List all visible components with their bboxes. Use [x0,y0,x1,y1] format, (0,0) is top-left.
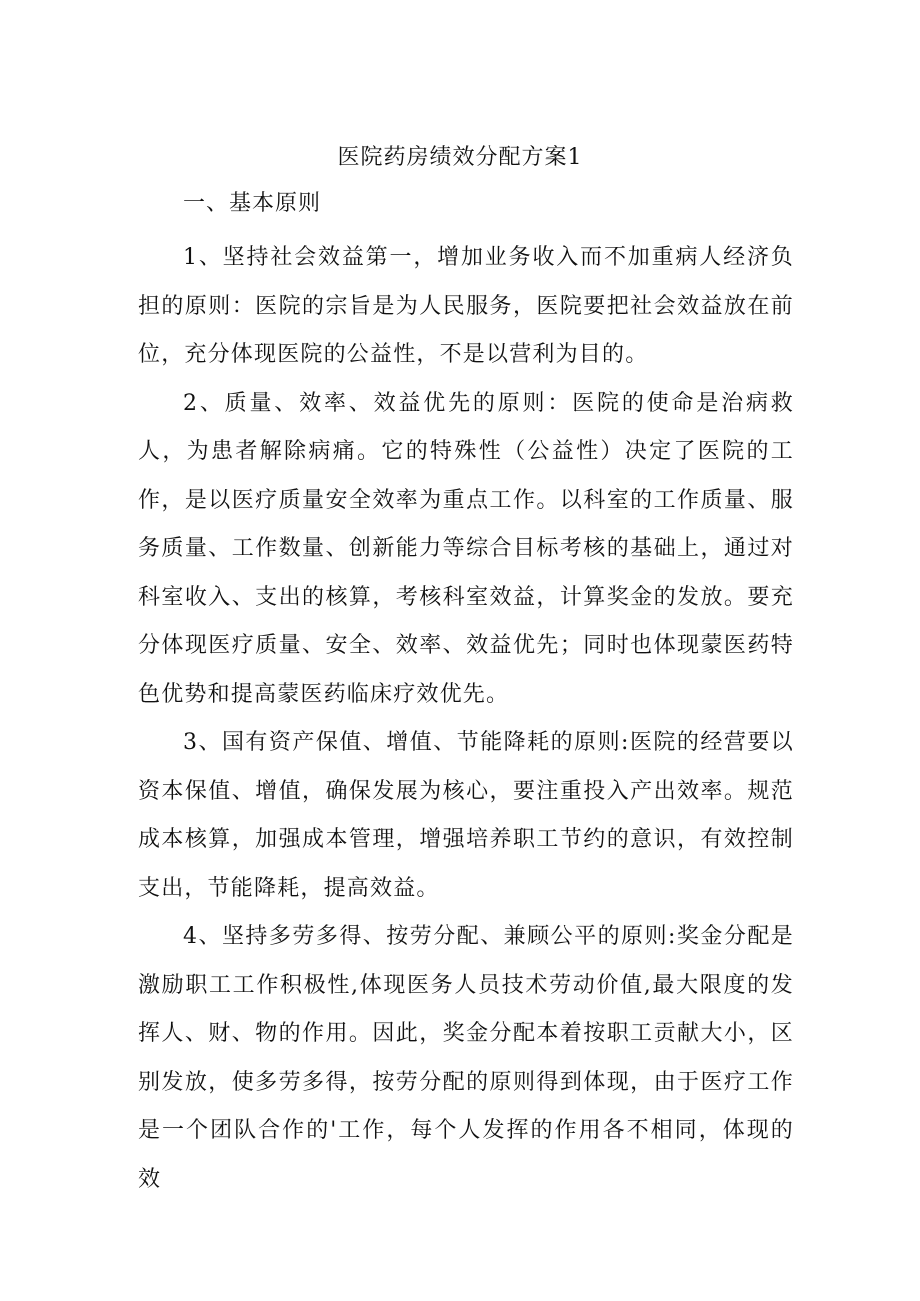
paragraph-3: 3、国有资产保值、增值、节能降耗的原则:医院的经营要以资本保值、增值，确保发展为核心，要注重投入产出效率。规范成本核算，加强成本管理，增强培养职工节约的意识，有效控制支出，节能降耗，提高效益。 [138,730,794,901]
paragraph-1: 1、坚持社会效益第一，增加业务收入而不加重病人经济负担的原则：医院的宗旨是为人民服务，医院要把社会效益放在前位，充分体现医院的公益性，不是以营利为目的。 [138,245,794,367]
paragraph-2: 2、质量、效率、效益优先的原则：医院的使命是治病救人，为患者解除病痛。它的特殊性（公益性）决定了医院的工作，是以医疗质量安全效率为重点工作。以科室的工作质量、服务质量、工作数量、创新能力等综合目标考核的基础上，通过对科室收入、支出的核算，考核科室效益，计算奖金的发放。要充分体现医疗质量、安全、效率、效益优先；同时也体现蒙医药特色优势和提高蒙医药临床疗效优先。 [138,390,794,707]
section-heading: 一、基本原则 [183,191,322,216]
paragraph-4: 4、坚持多劳多得、按劳分配、兼顾公平的原则:奖金分配是激励职工工作积极性,体现医务人员技术劳动价值,最大限度的发挥人、财、物的作用。因此，奖金分配本着按职工贡献大小，区别发放，使多劳多得，按劳分配的原则得到体现，由于医疗工作是一个团队合作的'工作，每个人发挥的作用各不相同，体现的效 [138,924,794,1192]
page-title: 医院药房绩效分配方案1 [337,145,583,170]
document-body [138,234,794,1204]
